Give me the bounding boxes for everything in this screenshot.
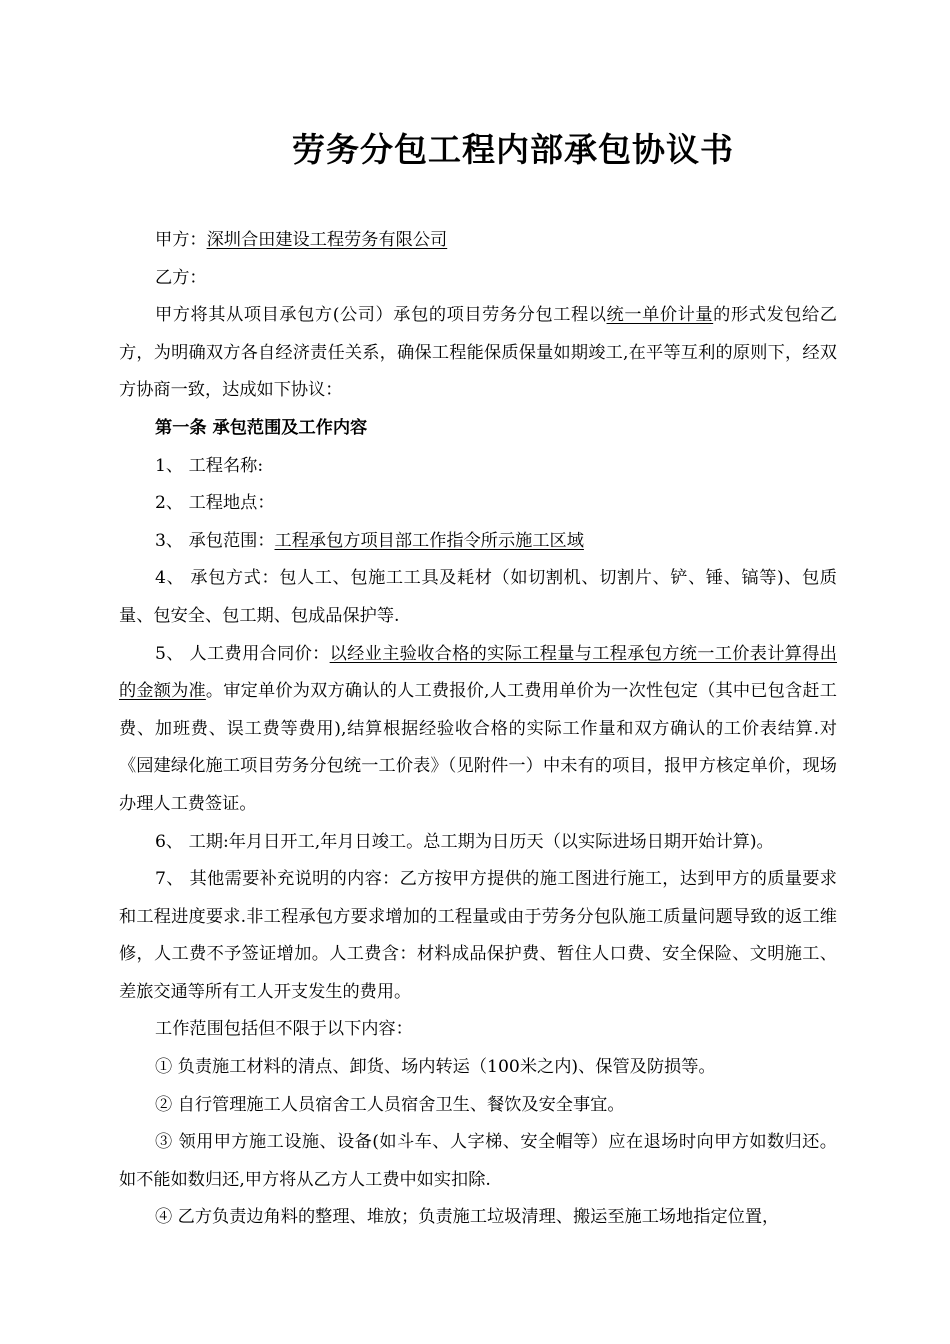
article-1-heading: 第一条 承包范围及工作内容 — [155, 417, 368, 438]
scope-intro: 工作范围包括但不限于以下内容： — [155, 1019, 413, 1040]
scope-item-1: ① 负责施工材料的清点、卸货、场内转运（100米之内)、保管及防损等。 — [155, 1057, 716, 1078]
party-a-name: 深圳合田建设工程劳务有限公司 — [206, 230, 448, 250]
item-5-label: 5、 人工费用合同价： — [155, 643, 330, 664]
scope-item-4: ④ 乙方负责边角料的整理、堆放；负责施工垃圾清理、搬运至施工场地指定位置， — [155, 1207, 780, 1228]
intro-paragraph — [119, 297, 837, 410]
article-1-item-3 — [119, 523, 837, 561]
intro-text-2: 的形式发包给乙方，为明确双方各自经济责任关系，确保工程能保质保量如期竣工,在平等互利的原则下，经双方协商一致，达成如下协议： — [119, 305, 837, 401]
article-1-item-5 — [119, 636, 837, 824]
scope-item-2: ② 自行管理施工人员宿舍工人员宿舍卫生、餐饮及安全事宜。 — [155, 1094, 625, 1115]
article-1-item-4: 4、 承包方式：包人工、包施工工具及耗材（如切割机、切割片、铲、锤、镐等)、包质量、包安全、包工期、包成品保护等. — [119, 568, 837, 626]
scope-item-3: ③ 领用甲方施工设施、设备(如斗车、人字梯、安全帽等）应在退场时向甲方如数归还。如不能如数归还,甲方将从乙方人工费中如实扣除. — [119, 1132, 837, 1190]
article-1-item-2: 2、 工程地点： — [155, 493, 275, 514]
party-a-line — [119, 222, 837, 260]
document-title: 劳务分包工程内部承包协议书 — [292, 130, 734, 169]
item-3-value: 工程承包方项目部工作指令所示施工区域 — [274, 530, 584, 551]
party-b-line — [119, 260, 837, 298]
item-5-rest: 。审定单价为双方确认的人工费报价,人工费用单价为一次性包定（其中已包含赶工费、加班费、误工费等费用),结算根据经验收合格的实际工作量和双方确认的工价表结算.对《园建绿化施工项目劳务分包统一工价表》（见附件一）中未有的项目，报甲方核定单价，现场办理人工费签证。 — [119, 681, 837, 814]
document-body — [119, 222, 837, 1237]
party-a-label: 甲方： — [155, 230, 207, 250]
item-5-underlined: 以经业主验收合格的实际工程量与工程承包方统一工价表计算得出的金额为准 — [119, 643, 837, 702]
intro-text-1: 甲方将其从项目承包方(公司）承包的项目劳务分包工程以 — [155, 305, 607, 326]
party-b-label: 乙方： — [155, 267, 207, 288]
article-1-item-7: 7、 其他需要补充说明的内容：乙方按甲方提供的施工图进行施工，达到甲方的质量要求和工程进度要求.非工程承包方要求增加的工程量或由于劳务分包队施工质量问题导致的返工维修，人工费不予签证增加。人工费含：材料成品保护费、暂住人口费、安全保险、文明施工、差旅交通等所有工人开支发生的费用。 — [119, 869, 837, 1002]
article-1-item-6: 6、 工期:年月日开工,年月日竣工。总工期为日历天（以实际进场日期开始计算)。 — [155, 831, 774, 852]
article-1-item-1: 1、 工程名称: — [155, 455, 264, 476]
item-3-label: 3、 承包范围： — [155, 530, 275, 551]
intro-underlined-term: 统一单价计量 — [606, 305, 714, 326]
